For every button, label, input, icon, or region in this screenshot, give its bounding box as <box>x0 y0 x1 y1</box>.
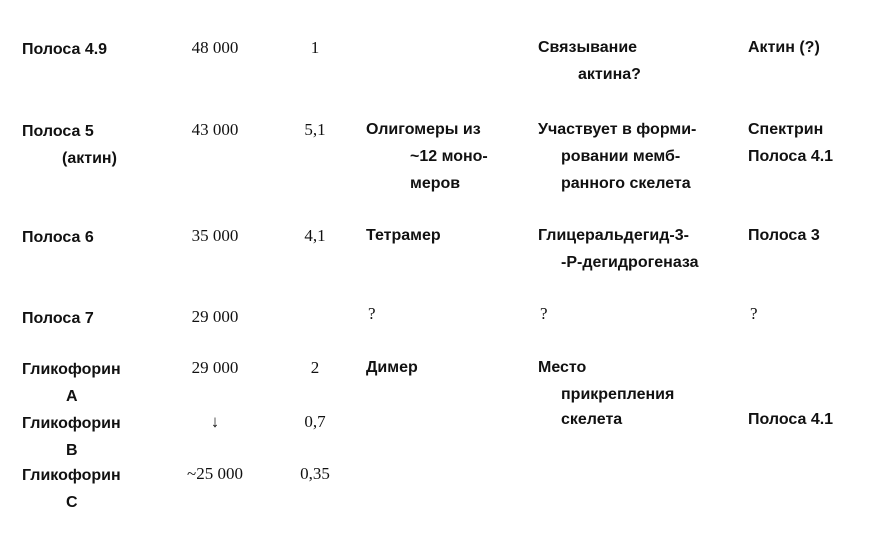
molecular-mass: 43 000 <box>191 120 239 139</box>
copy-number: 5,1 <box>304 120 326 139</box>
function-line: Участвует в форми- <box>538 121 697 138</box>
partner-line: ? <box>750 304 758 323</box>
function-line: -Р-дегидрогеназа <box>561 254 699 271</box>
partner-line: Полоса 4.1 <box>748 411 834 428</box>
structure-line: Тетрамер <box>366 227 441 244</box>
protein-name-subline: В <box>66 442 78 459</box>
protein-name: Полоса 7 <box>22 310 94 327</box>
copy-number: 1 <box>310 38 320 57</box>
function-line: ровании мемб- <box>561 148 681 165</box>
molecular-mass: 35 000 <box>191 226 239 245</box>
protein-name-subline: (актин) <box>62 150 117 167</box>
molecular-mass: ~25 000 <box>187 464 243 483</box>
protein-name-subline: С <box>66 494 78 511</box>
protein-name-subline: А <box>66 388 78 405</box>
protein-name: Гликофорин <box>22 467 121 484</box>
structure-line: ? <box>368 304 376 323</box>
function-line: ранного скелета <box>561 175 691 192</box>
partner-line: Спектрин <box>748 121 824 138</box>
partner-line: Полоса 4.1 <box>748 148 834 165</box>
partner-line: Полоса 3 <box>748 227 820 244</box>
function-line: Связывание <box>538 39 638 56</box>
function-line: актина? <box>578 66 641 83</box>
molecular-mass: 48 000 <box>191 38 239 57</box>
function-line: ? <box>540 304 548 323</box>
copy-number: 0,7 <box>304 412 326 431</box>
copy-number: 2 <box>310 358 320 377</box>
structure-line: Олигомеры из <box>366 121 481 138</box>
structure-line: ~12 моно- <box>410 148 488 165</box>
protein-name: Гликофорин <box>22 361 121 378</box>
partner-line: Актин (?) <box>748 39 820 56</box>
function-line: Глицеральдегид-3- <box>538 227 689 244</box>
copy-number: 4,1 <box>304 226 326 245</box>
function-line: прикрепления <box>561 386 675 403</box>
protein-name: Гликофорин <box>22 415 121 432</box>
protein-name: Полоса 4.9 <box>22 41 108 58</box>
function-line: скелета <box>561 411 623 428</box>
protein-name: Полоса 6 <box>22 229 94 246</box>
protein-name: Полоса 5 <box>22 123 94 140</box>
structure-line: меров <box>410 175 461 192</box>
structure-line: Димер <box>366 359 418 376</box>
molecular-mass: ↓ <box>210 412 220 431</box>
copy-number: 0,35 <box>300 464 330 483</box>
function-line: Место <box>538 359 587 376</box>
molecular-mass: 29 000 <box>191 358 239 377</box>
molecular-mass: 29 000 <box>191 307 239 326</box>
